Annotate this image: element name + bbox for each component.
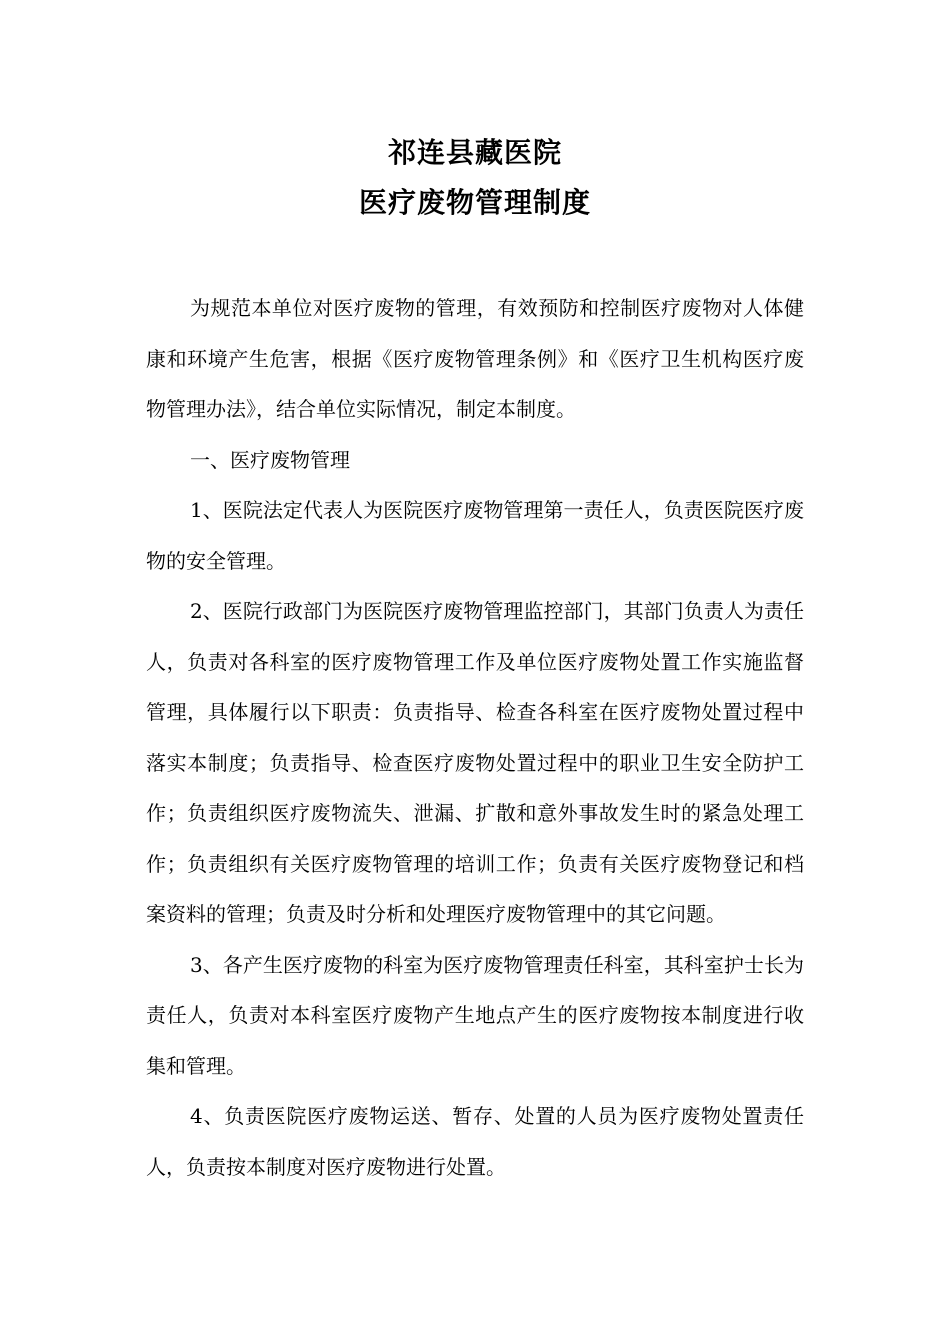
paragraph-item-3: 3、各产生医疗废物的科室为医疗废物管理责任科室，其科室护士长为责任人，负责对本科室医疗废物产生地点产生的医疗废物按本制度进行收集和管理。 [146,952,804,1078]
paragraph-item-4: 4、负责医院医疗废物运送、暂存、处置的人员为医疗废物处置责任人，负责按本制度对医疗废物进行处置。 [146,1104,804,1179]
paragraph-item-1: 1、医院法定代表人为医院医疗废物管理第一责任人，负责医院医疗废物的安全管理。 [146,498,804,573]
document-subtitle: 医疗废物管理制度 [358,186,591,219]
paragraph-item-2: 2、医院行政部门为医院医疗废物管理监控部门，其部门负责人为责任人，负责对各科室的医疗废物管理工作及单位医疗废物处置工作实施监督管理，具体履行以下职责：负责指导、检查各科室在医疗废物处置过程中落实本制度；负责指导、检查医疗废物处置过程中的职业卫生安全防护工作；负责组织医疗废物流失、泄漏、扩散和意外事故发生时的紧急处理工作；负责组织有关医疗废物管理的培训工作；负责有关医疗废物登记和档案资料的管理；负责及时分析和处理医疗废物管理中的其它问题。 [146,599,804,926]
section-heading: 一、医疗废物管理 [190,447,350,472]
document-body [146,283,804,1192]
paragraph-intro: 为规范本单位对医疗废物的管理，有效预防和控制医疗废物对人体健康和环境产生危害，根据《医疗废物管理条例》和《医疗卫生机构医疗废物管理办法》，结合单位实际情况，制定本制度。 [146,296,804,421]
document-title: 祁连县藏医院 [387,136,562,169]
